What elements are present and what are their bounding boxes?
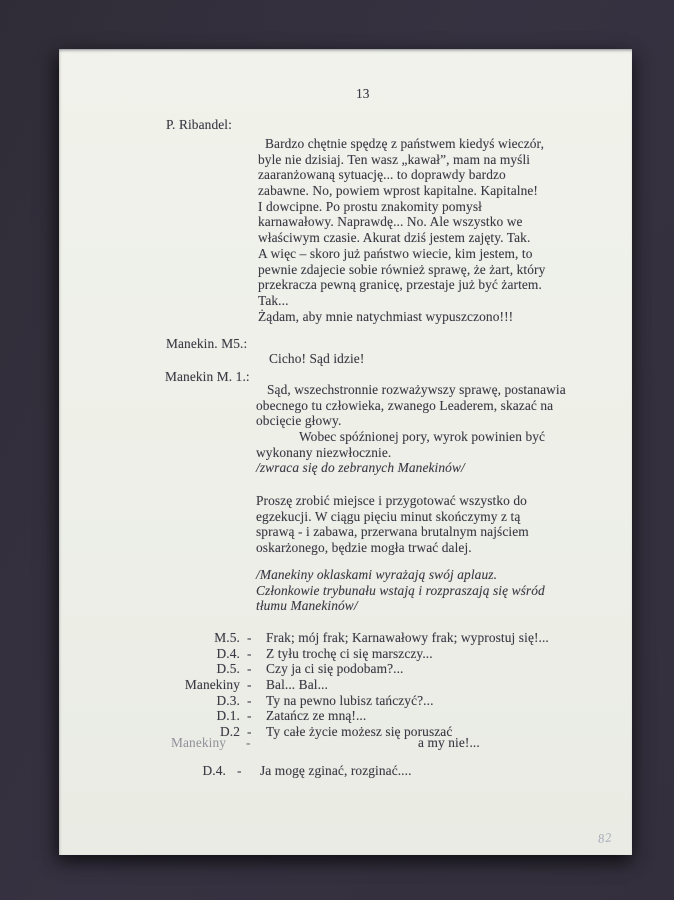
speech-line: karnawałowy. Naprawdę... No. Ale wszystko we [258, 214, 523, 230]
dialogue-dash: - [246, 735, 251, 750]
dialogue-speaker: D.4. [216, 646, 240, 661]
dialogue-speaker: D.2 [219, 724, 240, 739]
speech-line: egzekucji. W ciągu pięciu minut skończymy z tą [256, 508, 521, 524]
pencil-page-mark: 82 [597, 830, 614, 846]
speech-line: wykonany niezwłocznie. [256, 444, 392, 460]
stage-direction-line: /zwraca się do zebranych Manekinów/ [256, 460, 465, 476]
script-page [59, 49, 632, 855]
speech-line: obecnego tu człowieka, zwanego Leaderem, skazać na [256, 397, 554, 413]
dialogue-speaker: D.1. [216, 708, 240, 723]
speaker-label-manekin-m1: Manekin M. 1.: [165, 369, 250, 384]
dialogue-text: a my nie!... [418, 735, 480, 750]
dialogue-row [59, 646, 632, 662]
dialogue-speaker: D.3. [216, 693, 240, 708]
dialogue-text: Zatańcz ze mną!... [266, 708, 367, 723]
dialogue-dash: - [247, 677, 252, 692]
dialogue-dash: - [247, 646, 252, 661]
dialogue-dash: - [247, 708, 252, 723]
speech-line: Sąd, wszechstronnie rozważywszy sprawę, postanawia [267, 382, 566, 397]
speech-line: pewnie zdajecie sobie również sprawę, że żart, który [258, 261, 546, 277]
speech-line: byle nie dzisiaj. Ten wasz „kawał”, mam na myśli [258, 151, 531, 167]
speech-line: Bardzo chętnie spędzę z państwem kiedyś wieczór, [265, 136, 545, 151]
speech-line: A więc – skoro już państwo wiecie, kim jestem, to [258, 245, 533, 261]
speech-line: Żądam, aby mnie natychmiast wypuszczono!!! [258, 308, 514, 324]
speech-line: zaaranżowaną sytuację... to doprawdy bardzo [258, 167, 506, 183]
dialogue-text: Ty całe życie możesz się poruszać [266, 724, 453, 739]
m1-speech-part1 [256, 382, 566, 476]
dialogue-row [59, 661, 632, 677]
dialogue-text: Ty na pewno lubisz tańczyć?... [266, 693, 434, 708]
dialogue-speaker: M.5. [214, 630, 240, 645]
page-number: 13 [356, 86, 370, 101]
dialogue-dash: - [247, 661, 252, 676]
speech-line: właściwym czasie. Akurat dziś jestem zajęty. Tak. [258, 230, 531, 246]
m1-speech-part2 [256, 493, 529, 556]
dialogue-speaker: D.4. [202, 763, 226, 778]
speech-line: Proszę zrobić miejsce i przygotować wszystko do [256, 493, 527, 508]
dialogue-row [59, 677, 632, 693]
speech-line: zabawne. No, powiem wprost kapitalne. Kapitalne! [258, 183, 538, 199]
m5-speech-line: Cicho! Sąd idzie! [269, 351, 365, 366]
dialogue-speaker: Manekiny [171, 735, 227, 750]
speaker-label-manekin-m5: Manekin. M5.: [166, 336, 248, 351]
dialogue-speaker: D.5. [216, 661, 240, 676]
speech-line: oskarżonego, będzie mogła trwać dalej. [256, 540, 472, 556]
dialogue-row [59, 763, 632, 779]
dialogue-row-faded [59, 735, 632, 751]
ribandel-speech [258, 136, 545, 324]
dialogue-row [59, 708, 632, 724]
dialogue-text: Frak; mój frak; Karnawałowy frak; wyprostuj się!... [266, 630, 549, 645]
speech-line: I dowcipne. Po prostu znakomity pomysł [258, 198, 482, 214]
stage-direction-block [256, 567, 545, 614]
dialogue-text: Czy ja ci się podobam?... [266, 661, 404, 676]
dialogue-text: Z tyłu trochę ci się marszczy... [266, 646, 433, 661]
speech-line: Wobec spóźnionej pory, wyrok powinien być [299, 429, 546, 445]
dialogue-dash: - [247, 630, 252, 645]
stage-direction-line: /Manekiny oklaskami wyrażają swój aplauz. [256, 567, 498, 582]
dialogue-speaker: Manekiny [184, 677, 240, 692]
speech-line: obcięcie głowy. [256, 413, 342, 429]
speech-line: przekracza pewną granicę, przestaje już być żartem. [258, 277, 542, 293]
stage-direction-line: tłumu Manekinów/ [256, 598, 358, 614]
dialogue-row [59, 693, 632, 709]
dialogue-text: Ja mogę zginać, rozginać.... [260, 763, 412, 778]
dialogue-row [59, 630, 632, 646]
speaker-label-ribandel: P. Ribandel: [166, 117, 232, 132]
dialogue-dash: - [247, 724, 252, 739]
speech-line: sprawą - i zabawa, przerwana brutalnym najściem [256, 524, 529, 540]
dialogue-dash: - [247, 693, 252, 708]
speech-line: Tak... [258, 292, 289, 308]
dialogue-text: Bal... Bal... [266, 677, 328, 692]
dialogue-dash: - [237, 763, 242, 778]
stage-direction-line: Członkowie trybunału wstają i rozpraszają się wśród [256, 582, 545, 598]
